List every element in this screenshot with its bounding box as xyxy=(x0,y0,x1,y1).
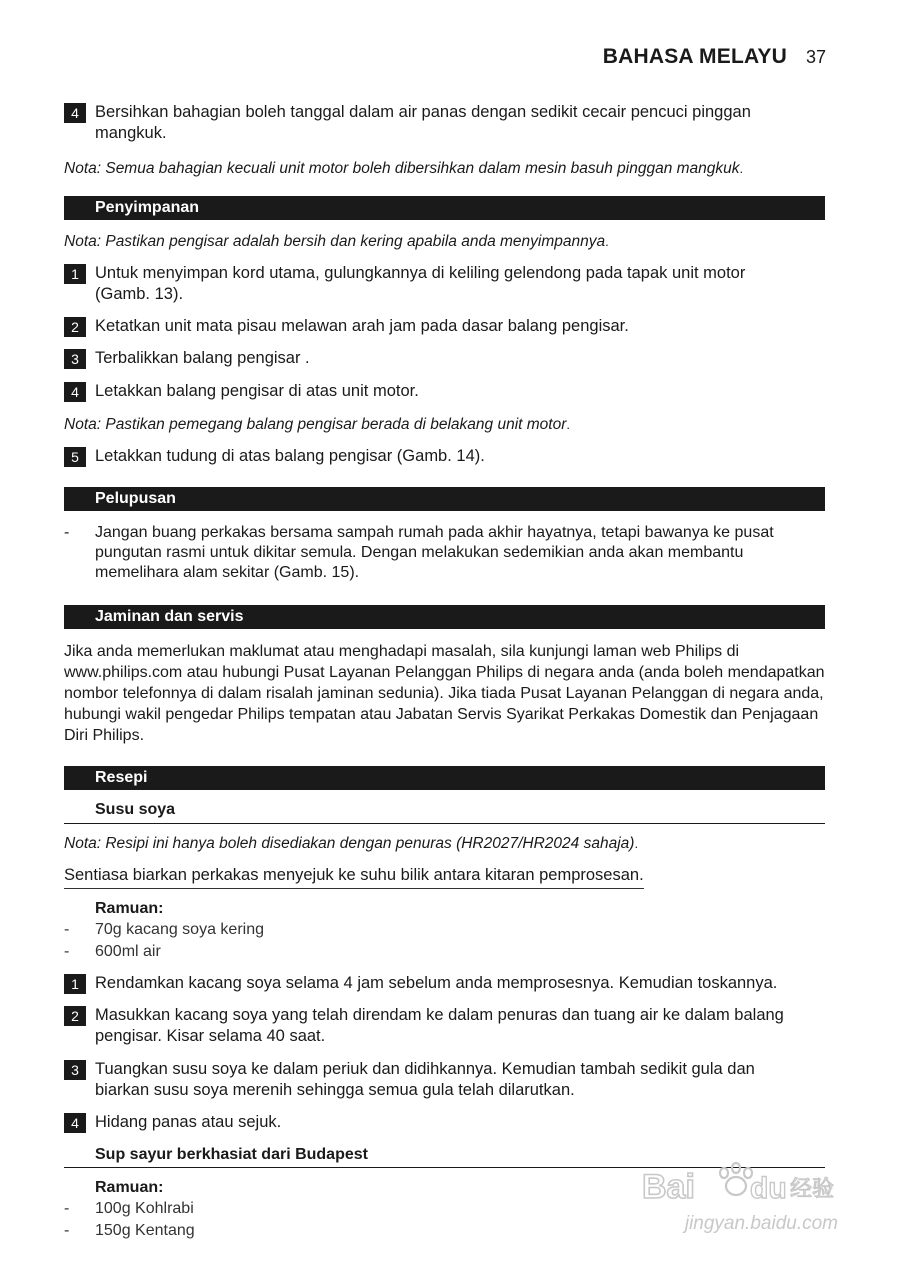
page-number: 37 xyxy=(805,47,826,67)
watermark-url: jingyan.baidu.com xyxy=(684,1213,838,1234)
note xyxy=(64,159,824,179)
ingredient-dash: - xyxy=(64,1222,70,1239)
ingredient-item: 150g Kentang xyxy=(95,1222,195,1239)
ingredients-heading: Ramuan: xyxy=(95,1179,164,1196)
step-text: Terbalikkan balang pengisar . xyxy=(95,349,310,367)
step-text: Untuk menyimpan kord utama, gulungkannya di keliling gelendong pada tapak unit motor (Gamb. 13). xyxy=(95,264,746,303)
ingredient-item: 70g kacang soya kering xyxy=(95,921,264,938)
section-heading-warranty: Jaminan dan servis xyxy=(64,605,825,629)
recipe-title-soy-milk: Susu soya xyxy=(95,801,176,818)
ingredient-item: 100g Kohlrabi xyxy=(95,1200,194,1217)
note-suffix: . xyxy=(566,417,570,432)
ingredients-heading: Ramuan: xyxy=(95,900,164,917)
step-number: 2 xyxy=(64,1006,86,1026)
section-heading-disposal: Pelupusan xyxy=(64,487,825,511)
recipe-title-soup: Sup sayur berkhasiat dari Budapest xyxy=(95,1146,368,1163)
step-text: Tuangkan susu soya ke dalam periuk dan didihkannya. Kemudian tambah sedikit gula dan biarkan susu soya merenih sehingga semua gula telah dilarutkan. xyxy=(95,1060,755,1099)
page-header-title: BAHASA MELAYU xyxy=(602,45,787,68)
note-suffix: . xyxy=(739,161,744,176)
storage-note-holder xyxy=(64,415,824,435)
step-number: 4 xyxy=(64,1113,86,1133)
step-text: Rendamkan kacang soya selama 4 jam sebelum anda memprosesnya. Kemudian toskannya. xyxy=(95,974,778,992)
step-text: Bersihkan bahagian boleh tanggal dalam air panas dengan sedikit cecair pencuci pinggan mangkuk. xyxy=(95,103,751,142)
ingredient-dash: - xyxy=(64,921,70,938)
watermark-logo xyxy=(640,1160,840,1208)
note-text: Nota: Semua bahagian kecuali unit motor boleh dibersihkan dalam mesin basuh pinggan mangkuk xyxy=(64,160,740,177)
subheading-rule xyxy=(64,823,825,824)
step-text: Ketatkan unit mata pisau melawan arah jam pada dasar balang pengisar. xyxy=(95,317,629,335)
step-number: 1 xyxy=(64,264,86,284)
storage-note xyxy=(64,232,824,252)
section-heading-recipes: Resepi xyxy=(64,766,825,790)
recipe-note xyxy=(64,834,824,854)
step-text: Masukkan kacang soya yang telah direndam ke dalam penuras dan tuang air ke dalam balang pengisar. Kisar selama 40 saat. xyxy=(95,1006,784,1045)
step-number: 3 xyxy=(64,1060,86,1080)
bullet-dash: - xyxy=(64,524,70,541)
warranty-text: Jika anda memerlukan maklumat atau menghadapi masalah, sila kunjungi laman web Philips di www.philips.com atau hubungi Pusat Layanan Pelanggan Philips di negara anda (anda boleh mendapatkan nombor telefonnya di dalam risalah jaminan sedunia). Jika tiada Pusat Layanan Pelanggan di negara anda, hubungi wakil pengedar Philips tempatan atau Jabatan Servis Syarikat Perkakas Domestik dan Penjagaan Diri Philips. xyxy=(64,643,825,744)
disposal-text: Jangan buang perkakas bersama sampah rumah pada akhir hayatnya, tetapi bawanya ke pusat pungutan rasmi untuk dikitar semula. Dengan melakukan sedemikian anda akan membantu memelihara alam sekitar (Gamb. 15). xyxy=(95,524,774,581)
section-heading-storage: Penyimpanan xyxy=(64,196,825,220)
cooling-advice: Sentiasa biarkan perkakas menyejuk ke suhu bilik antara kitaran pemprosesan. xyxy=(64,865,644,889)
step-text: Letakkan tudung di atas balang pengisar (Gamb. 14). xyxy=(95,447,485,465)
svg-text:du: du xyxy=(750,1172,787,1205)
ingredient-dash: - xyxy=(64,943,70,960)
svg-text:经验: 经验 xyxy=(790,1177,835,1202)
note-text: Nota: Pastikan pengisar adalah bersih dan kering apabila anda menyimpannya xyxy=(64,233,606,250)
step-number: 1 xyxy=(64,974,86,994)
ingredient-item: 600ml air xyxy=(95,943,161,960)
step-number: 5 xyxy=(64,447,86,467)
note-text: Nota: Resipi ini hanya boleh disediakan dengan penuras (HR2027/HR2024 sahaja) xyxy=(64,835,635,852)
step-text: Hidang panas atau sejuk. xyxy=(95,1113,282,1131)
step-number: 4 xyxy=(64,103,86,123)
step-number: 4 xyxy=(64,382,86,402)
svg-text:Bai: Bai xyxy=(642,1168,695,1206)
ingredient-dash: - xyxy=(64,1200,70,1217)
paw-logo-icon xyxy=(640,1160,840,1208)
note-suffix: . xyxy=(634,836,639,851)
step-text: Letakkan balang pengisar di atas unit motor. xyxy=(95,382,419,400)
note-suffix: . xyxy=(605,234,609,249)
step-number: 2 xyxy=(64,317,86,337)
note-text: Nota: Pastikan pemegang balang pengisar berada di belakang unit motor xyxy=(64,416,567,433)
step-number: 3 xyxy=(64,349,86,369)
